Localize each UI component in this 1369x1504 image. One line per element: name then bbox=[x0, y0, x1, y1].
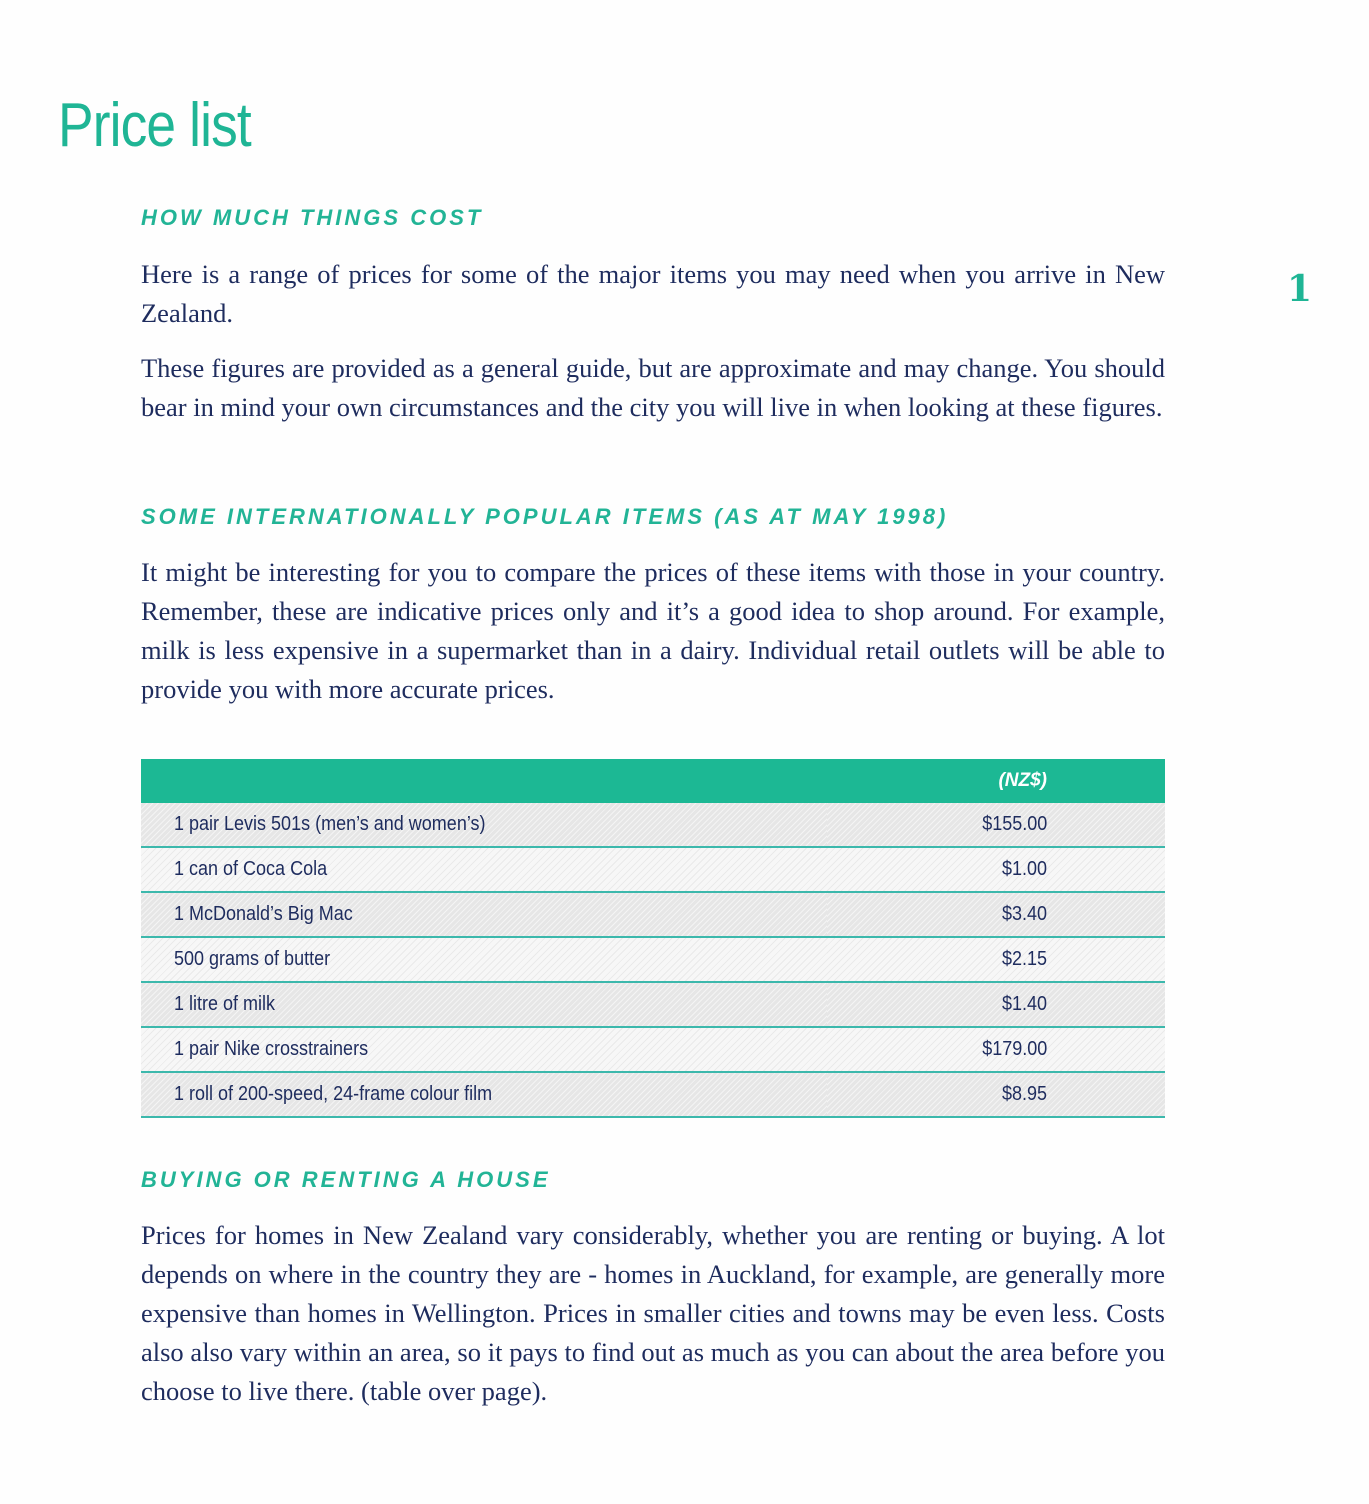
item-name bbox=[141, 803, 827, 847]
item-price bbox=[827, 847, 1165, 892]
paragraph-housing: Prices for homes in New Zealand vary considerably, whether you are renting or buying. A lot depends on where in the country they are - homes in Auckland, for example, are generally more expensive than homes in Wellington. Prices in smaller cities and towns may be even less. Costs also also vary within an area, so it pays to find out as much as you can about the area before you choose to live there. (table over page). bbox=[141, 1220, 1165, 1406]
section-heading-housing: BUYING OR RENTING A HOUSE bbox=[141, 1167, 551, 1192]
item-name bbox=[141, 937, 827, 982]
page-number: 1 bbox=[1287, 268, 1313, 310]
item-price-text: $155.00 bbox=[981, 813, 1047, 835]
table-row bbox=[141, 982, 1165, 1027]
item-name-text: 1 litre of milk bbox=[174, 993, 276, 1015]
item-price bbox=[827, 803, 1165, 847]
item-name bbox=[141, 1027, 827, 1072]
table-row bbox=[141, 803, 1165, 847]
item-price bbox=[827, 1027, 1165, 1072]
item-name-text: 1 pair Levis 501s (men’s and women’s) bbox=[174, 813, 486, 835]
item-name-text: 1 pair Nike crosstrainers bbox=[174, 1038, 369, 1060]
table-row bbox=[141, 937, 1165, 982]
item-price-text: $2.15 bbox=[1001, 948, 1047, 970]
item-name bbox=[141, 892, 827, 937]
page-title: Price list bbox=[58, 91, 251, 160]
item-price bbox=[827, 892, 1165, 937]
item-price-text: $3.40 bbox=[1001, 903, 1047, 925]
item-price-text: $179.00 bbox=[981, 1038, 1047, 1060]
item-price-text: $1.40 bbox=[1001, 993, 1047, 1015]
table-row bbox=[141, 847, 1165, 892]
paragraph-popular-items: It might be interesting for you to compare the prices of these items with those in your country. Remember, these are indicative prices only and it’s a good idea to shop around. For example, milk is less expensive in a supermarket than in a dairy. Individual retail outlets will be able to provide you with more accurate prices. bbox=[141, 557, 1165, 704]
table-row bbox=[141, 892, 1165, 937]
header-price-currency: (NZ$) bbox=[827, 759, 1165, 803]
item-name-text: 500 grams of butter bbox=[174, 948, 331, 970]
item-name-text: 1 McDonald’s Big Mac bbox=[174, 903, 353, 925]
item-name-text: 1 can of Coca Cola bbox=[174, 858, 328, 880]
item-price-text: $8.95 bbox=[1001, 1083, 1047, 1105]
item-price-text: $1.00 bbox=[1001, 858, 1047, 880]
item-name bbox=[141, 1072, 827, 1117]
item-price bbox=[827, 982, 1165, 1027]
item-price bbox=[827, 1072, 1165, 1117]
item-price bbox=[827, 937, 1165, 982]
section-heading-popular-items: SOME INTERNATIONALLY POPULAR ITEMS (AS AT MAY 1998) bbox=[141, 504, 949, 529]
table-row bbox=[141, 1027, 1165, 1072]
price-table bbox=[141, 759, 1165, 1118]
paragraph-intro: Here is a range of prices for some of the major items you may need when you arrive in New Zealand. bbox=[141, 259, 1165, 328]
price-table-header bbox=[141, 759, 1165, 803]
paragraph-guide: These figures are provided as a general guide, but are approximate and may change. You should bear in mind your own circumstances and the city you will live in when looking at these figures. bbox=[141, 353, 1165, 422]
item-name-text: 1 roll of 200-speed, 24-frame colour film bbox=[174, 1083, 493, 1105]
item-name bbox=[141, 982, 827, 1027]
header-item bbox=[141, 759, 827, 803]
item-name bbox=[141, 847, 827, 892]
table-row bbox=[141, 1072, 1165, 1117]
section-heading-how-much: HOW MUCH THINGS COST bbox=[141, 205, 484, 230]
